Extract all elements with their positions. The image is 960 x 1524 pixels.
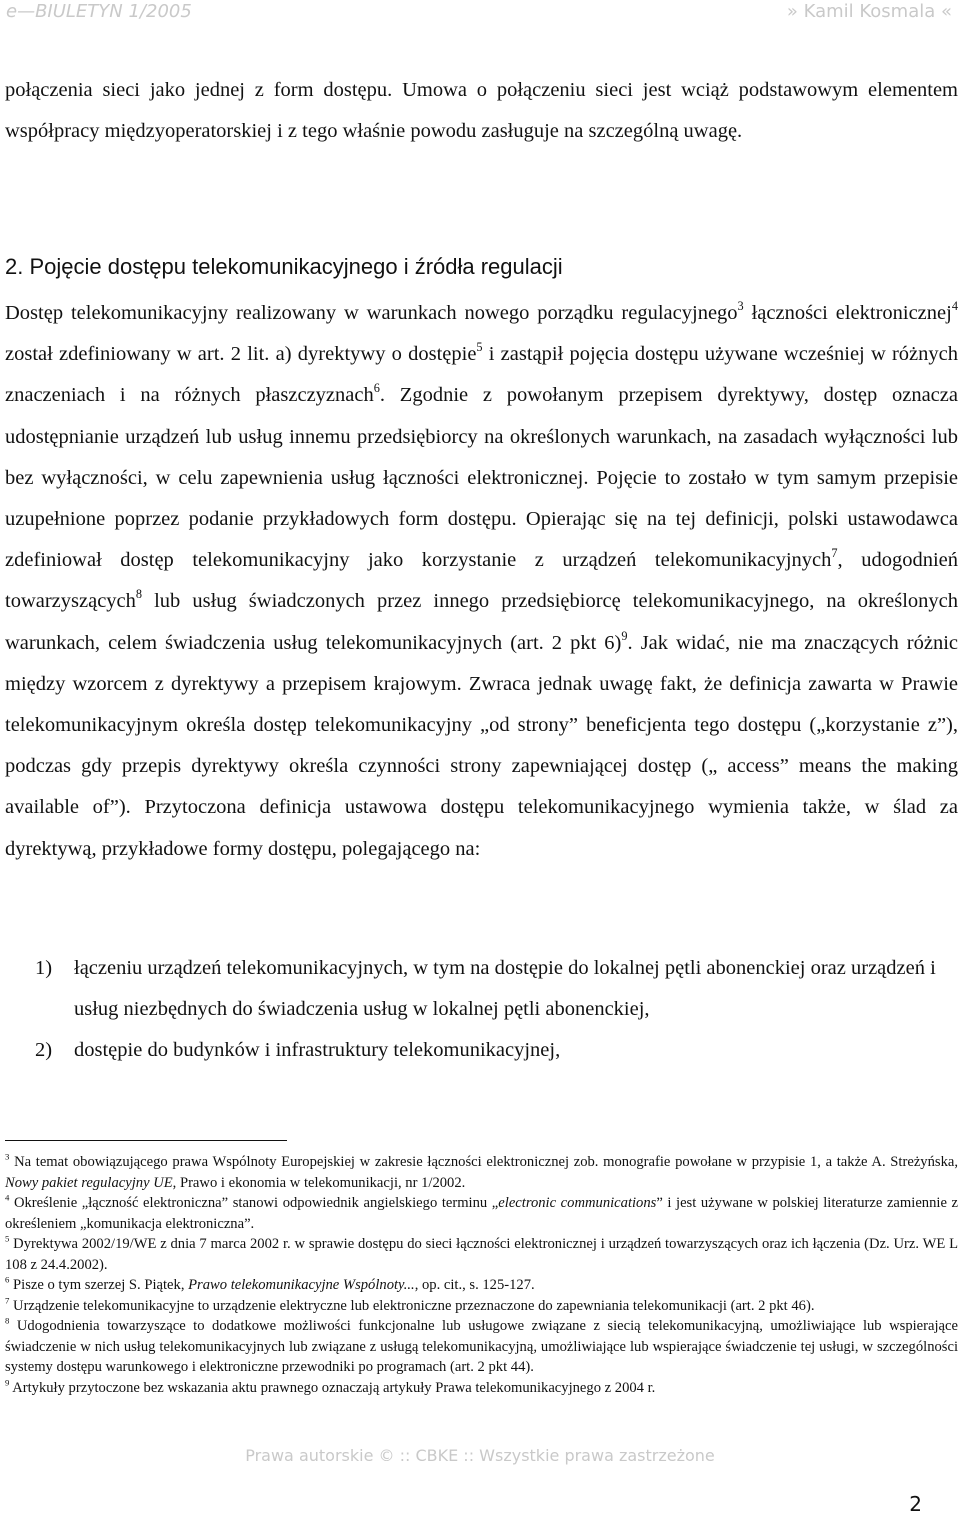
text-run: . Jak widać, nie ma znaczących różnic między wzorcem z dyrektywy a przepisem krajowym. Zwraca jednak uwagę fakt, że definicja zawarta w Prawie telekomunikacyjnym określa dostęp telekomunikacyjny „od strony” beneficjenta tego dostępu („korzystanie z”), podczas gdy przepis dyrektywy określa czynności strony zapewniającej dostęp („ access” means the making available of”). Przytoczona definicja ustawowa dostępu telekomunikacyjnego wymienia także, w ślad za dyrektywą, przykładowe formy dostępu, polegającego na:	[5, 631, 958, 860]
footnote-text: Pisze o tym szerzej S. Piątek,	[9, 1277, 189, 1293]
access-forms-list	[5, 948, 958, 1072]
footnote-number: 6	[5, 1274, 10, 1285]
footnote-italic: Prawo telekomunikacyjne Wspólnoty...	[188, 1277, 415, 1293]
footnote-6	[5, 1275, 958, 1296]
footnote-4	[5, 1193, 958, 1234]
text-run: . Zgodnie z powołanym przepisem dyrektywy, dostęp oznacza udostępnianie urządzeń lub usług innemu przedsiębiorcy na określonych warunkach, na zasadach wyłączności lub bez wyłączności, w celu zapewnienia usług łączności elektronicznej. Pojęcie to zostało w tym samym przepisie uzupełnione poprzez podanie przykładowych form dostępu. Opierając się na tej definicji, polski ustawodawca zdefiniował dostęp telekomunikacyjny jako korzystanie z urządzeń telekomunikacyjnych	[5, 384, 958, 572]
section-heading: 2. Pojęcie dostępu telekomunikacyjnego i źródła regulacji	[5, 254, 563, 279]
footnote-text: Na temat obowiązującego prawa Wspólnoty Europejskiej w zakresie łączności elektronicznej zob. monografie powołane w przypisie 1, a także A. Streżyńska,	[9, 1154, 958, 1170]
text-run: został zdefiniowany w art. 2 lit. a) dyrektywy o dostępie	[5, 343, 477, 366]
footnote-ref-9[interactable]: 9	[621, 628, 628, 643]
footnote-ref-5[interactable]: 5	[476, 339, 483, 354]
list-item-number: 1)	[35, 957, 53, 979]
list-item-number: 2)	[35, 1039, 53, 1062]
footnotes	[5, 1152, 958, 1398]
footnote-number: 9	[5, 1376, 10, 1387]
running-header	[0, 0, 960, 30]
list-item-text: dostępie do budynków i infrastruktury telekomunikacyjnej,	[74, 1039, 561, 1062]
text-run: łączności elektronicznej	[743, 302, 952, 324]
copyright-footer: Prawa autorskie © :: CBKE :: Wszystkie prawa zastrzeżone	[245, 1446, 715, 1465]
journal-title: e—BIULETYN 1/2005	[6, 1, 192, 22]
author-name: » Kamil Kosmala «	[786, 1, 952, 22]
text-run: i zastąpił pojęcia dostępu używane wcześniej w różnych znaczeniach i na różnych płaszczyznach	[5, 343, 958, 407]
footnote-text: , op. cit., s. 125-127.	[414, 1277, 535, 1293]
list-item-text: łączeniu urządzeń telekomunikacyjnych, w tym na dostępie do lokalnej pętli abonenckiej oraz urządzeń i usług niezbędnych do świadczenia usług w lokalnej pętli abonenckiej,	[74, 957, 936, 1021]
footnote-text: ” i jest używane w polskiej literaturze zamiennie z określeniem „komunikacja elektroniczna”.	[5, 1195, 958, 1232]
footnote-7	[5, 1296, 958, 1317]
text-run: Dostęp telekomunikacyjny realizowany w warunkach nowego porządku regulacyjnego	[5, 302, 738, 324]
footnote-number: 5	[5, 1233, 10, 1244]
footnote-text: Artykuły przytoczone bez wskazania aktu prawnego oznaczają artykuły Prawa telekomunikacyjnego z 2004 r.	[9, 1379, 656, 1396]
footnote-text: , Prawo i ekonomia w telekomunikacji, nr 1/2002.	[172, 1174, 466, 1191]
footnote-ref-3[interactable]: 3	[737, 298, 744, 313]
footnote-number: 3	[5, 1151, 10, 1162]
list-item	[5, 948, 958, 1030]
text-run: lub usług świadczonych przez innego przedsiębiorcę telekomunikacyjnego, na określonych warunkach, celem świadczenia usług telekomunikacyjnych (art. 2 pkt 6)	[5, 590, 958, 654]
footnote-ref-6[interactable]: 6	[373, 381, 380, 396]
footnote-9	[5, 1378, 958, 1399]
list-item	[5, 1030, 958, 1071]
text-run: , udogodnień towarzyszących	[5, 549, 958, 613]
footnote-text: Urządzenie telekomunikacyjne to urządzenie elektryczne lub elektroniczne przeznaczone do zapewniania telekomunikacji (art. 2 pkt 46).	[9, 1297, 815, 1314]
footnote-number: 7	[5, 1294, 10, 1305]
footnote-text: Udogodnienia towarzyszące to dodatkowe możliwości funkcjonalne lub usługowe związane z siecią telekomunikacyjną, umożliwiające lub wspierające świadczenie w nich usług telekomunikacyjnych lub związane z usługą telekomunikacyjną, umożliwiające lub wspierające świadczenie tej usługi, w szczególności systemy dostępu warunkowego i elektroniczne przewodniki po programach (art. 2 pkt 44).	[5, 1318, 958, 1375]
footnote-separator	[5, 1140, 287, 1141]
footnote-8	[5, 1316, 958, 1378]
intro-paragraph-block	[5, 70, 958, 152]
footnote-ref-4[interactable]: 4	[951, 298, 958, 313]
intro-paragraph: połączenia sieci jako jednej z form dostępu. Umowa o połączeniu sieci jest wciąż podstawowym elementem współpracy międzyoperatorskiej i z tego właśnie powodu zasługuje na szczególną uwagę.	[5, 79, 958, 143]
footnote-text: Określenie „łączność elektroniczna” stanowi odpowiednik angielskiego terminu „	[9, 1195, 499, 1211]
page-number: 2	[909, 1492, 922, 1516]
footnote-ref-7[interactable]: 7	[831, 546, 838, 560]
footnote-text: Dyrektywa 2002/19/WE z dnia 7 marca 2002 r. w sprawie dostępu do sieci łączności elektronicznej i urządzeń towarzyszących oraz ich łączenia (Dz. Urz. WE L 108 z 24.4.2002).	[5, 1236, 958, 1273]
main-paragraph	[5, 293, 958, 870]
footnote-number: 8	[5, 1315, 10, 1326]
footnote-3	[5, 1152, 958, 1193]
footnote-5	[5, 1234, 958, 1275]
footnote-ref-8[interactable]: 8	[135, 587, 143, 602]
footnote-italic: electronic communications	[498, 1195, 657, 1211]
footnote-italic: Nowy pakiet regulacyjny UE	[5, 1174, 173, 1191]
footnote-number: 4	[5, 1192, 10, 1203]
